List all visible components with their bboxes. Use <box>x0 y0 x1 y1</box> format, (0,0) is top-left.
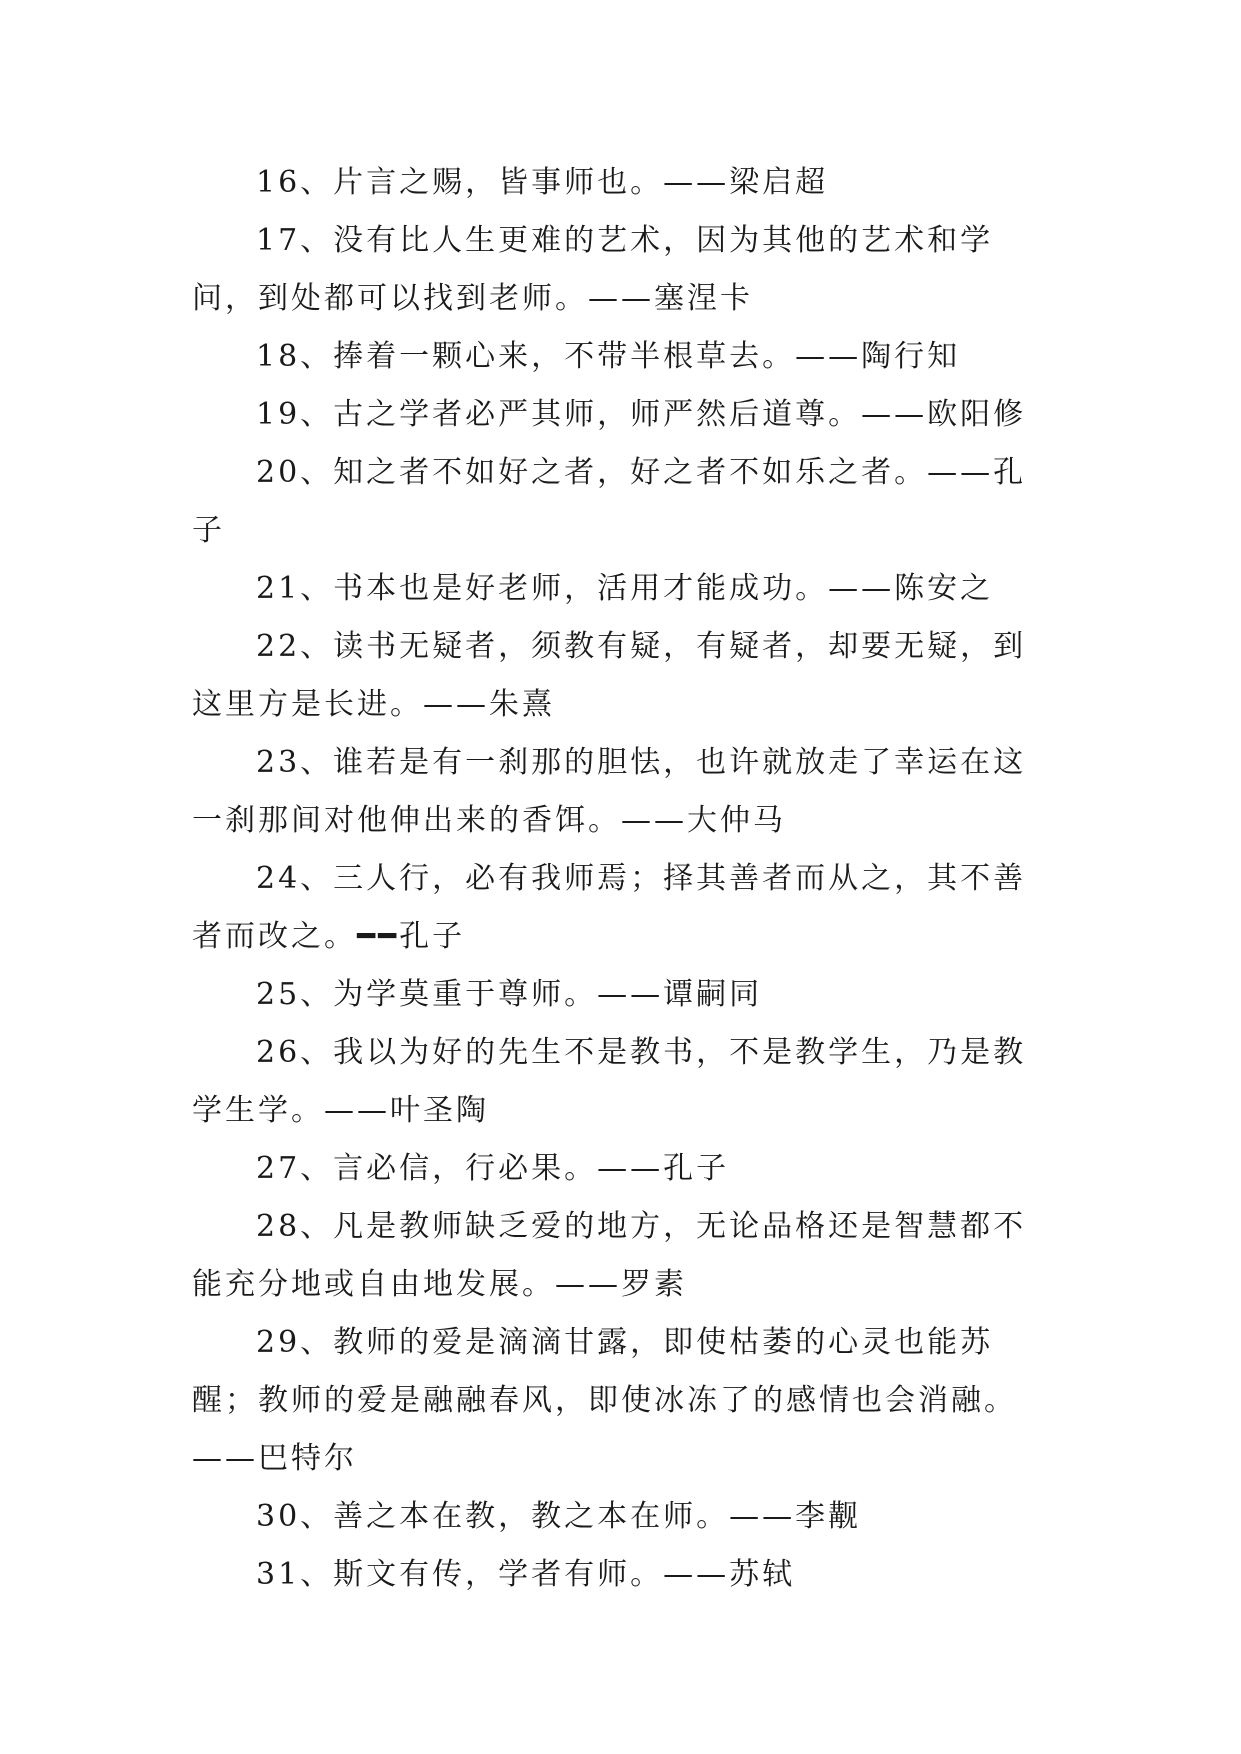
quote-paragraph: 18、捧着一颗心来，不带半根草去。——陶行知 <box>256 339 961 374</box>
quote-paragraph: 24、三人行，必有我师焉；择其善者而从之，其不善者而改之。━━孔子 <box>192 861 1027 954</box>
quote-list <box>192 154 1052 1604</box>
quote-paragraph: 22、读书无疑者，须教有疑，有疑者，却要无疑，到这里方是长进。——朱熹 <box>192 629 1027 722</box>
quote-paragraph: 16、片言之赐，皆事师也。——梁启超 <box>256 165 829 200</box>
quote-paragraph: 30、善之本在教，教之本在师。——李觏 <box>256 1499 862 1534</box>
quote-paragraph: 29、教师的爱是滴滴甘露，即使枯萎的心灵也能苏醒；教师的爱是融融春风，即使冰冻了的感情也会消融。——巴特尔 <box>192 1325 1017 1476</box>
quote-paragraph: 20、知之者不如好之者，好之者不如乐之者。——孔子 <box>192 455 1027 548</box>
quote-paragraph: 19、古之学者必严其师，师严然后道尊。——欧阳修 <box>256 397 1027 432</box>
quote-paragraph: 31、斯文有传，学者有师。——苏轼 <box>256 1557 796 1592</box>
quote-paragraph: 28、凡是教师缺乏爱的地方，无论品格还是智慧都不能充分地或自由地发展。——罗素 <box>192 1209 1027 1302</box>
quote-paragraph: 25、为学莫重于尊师。——谭嗣同 <box>256 977 763 1012</box>
quote-paragraph: 27、言必信，行必果。——孔子 <box>256 1151 730 1186</box>
quote-paragraph: 23、谁若是有一刹那的胆怯，也许就放走了幸运在这一刹那间对他伸出来的香饵。——大仲马 <box>192 745 1027 838</box>
quote-paragraph: 26、我以为好的先生不是教书，不是教学生，乃是教学生学。——叶圣陶 <box>192 1035 1027 1128</box>
quote-paragraph: 17、没有比人生更难的艺术，因为其他的艺术和学问，到处都可以找到老师。——塞涅卡 <box>192 223 994 316</box>
quote-paragraph: 21、书本也是好老师，活用才能成功。——陈安之 <box>256 571 994 606</box>
